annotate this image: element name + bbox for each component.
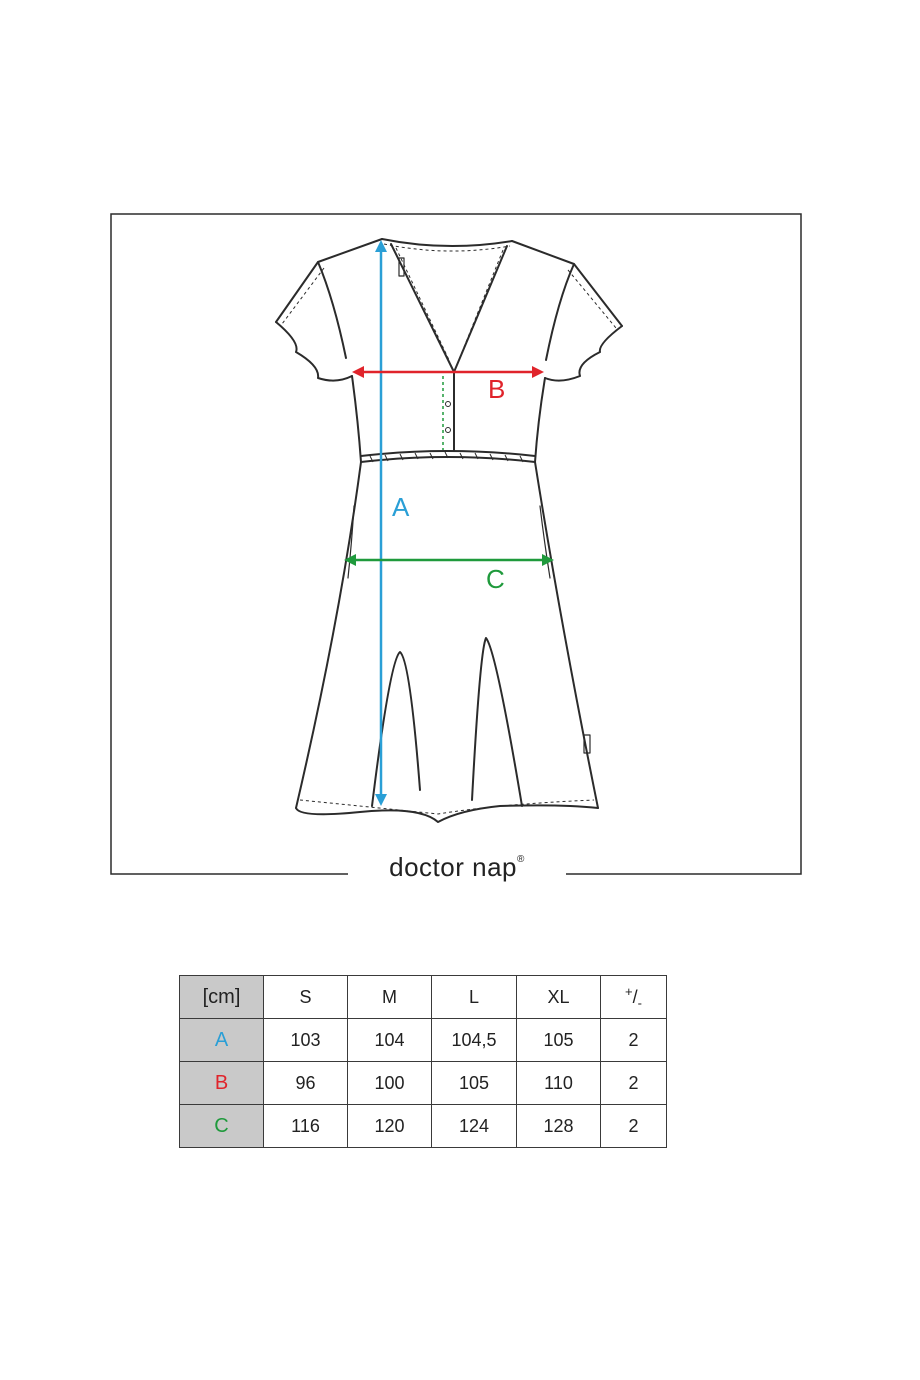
table-row xyxy=(180,1019,667,1062)
size-table xyxy=(179,975,667,1148)
brand-logo xyxy=(350,852,564,883)
table-cell: 110 xyxy=(517,1062,601,1105)
table-cell: 96 xyxy=(264,1062,348,1105)
measure-c-label: C xyxy=(486,564,505,594)
table-cell: 103 xyxy=(264,1019,348,1062)
stitching xyxy=(282,244,616,814)
table-cell: 104,5 xyxy=(432,1019,517,1062)
tolerance-cell: 2 xyxy=(601,1062,667,1105)
table-cell: 105 xyxy=(432,1062,517,1105)
measure-b-label: B xyxy=(488,374,506,404)
row-label-a: A xyxy=(180,1019,264,1062)
table-cell: 124 xyxy=(432,1105,517,1148)
tolerance-cell: 2 xyxy=(601,1019,667,1062)
size-header: S xyxy=(264,976,348,1019)
measure-a-label: A xyxy=(392,492,410,522)
table-header-row xyxy=(180,976,667,1019)
frame-border xyxy=(111,214,801,874)
unit-header: [cm] xyxy=(180,976,264,1019)
brand-name: doctor nap xyxy=(389,852,517,882)
dress-outline xyxy=(276,239,622,822)
size-header: L xyxy=(432,976,517,1019)
button-dot xyxy=(446,428,451,433)
table-cell: 105 xyxy=(517,1019,601,1062)
table-cell: 104 xyxy=(348,1019,432,1062)
minus-sign: - xyxy=(637,995,642,1011)
tolerance-cell: 2 xyxy=(601,1105,667,1148)
row-label-c: C xyxy=(180,1105,264,1148)
table-cell: 116 xyxy=(264,1105,348,1148)
plus-sign: + xyxy=(625,983,633,999)
size-header: M xyxy=(348,976,432,1019)
row-label-b: B xyxy=(180,1062,264,1105)
table-cell: 128 xyxy=(517,1105,601,1148)
table-row xyxy=(180,1105,667,1148)
table-row xyxy=(180,1062,667,1105)
tolerance-header: $^+/_-$ xyxy=(601,976,667,1019)
registered-mark: ® xyxy=(517,854,525,866)
size-header: XL xyxy=(517,976,601,1019)
table-cell: 120 xyxy=(348,1105,432,1148)
button-dot xyxy=(446,402,451,407)
table-cell: 100 xyxy=(348,1062,432,1105)
